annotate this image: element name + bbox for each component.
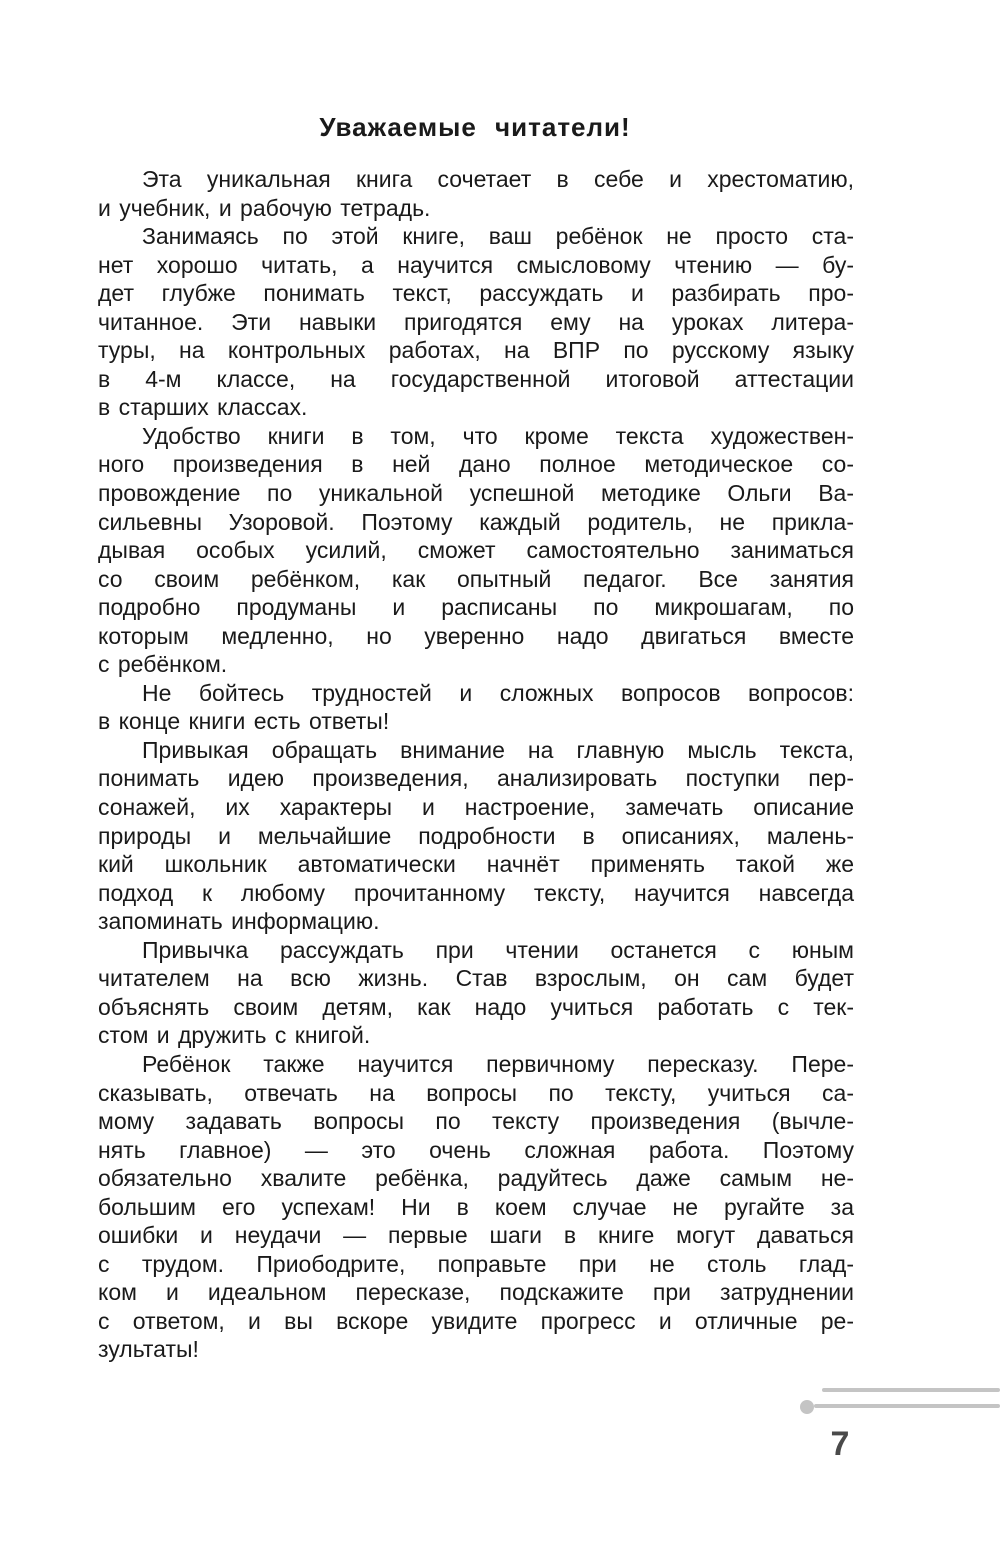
text-line: в конце книги есть ответы! (98, 708, 390, 735)
text-line: нет хорошо читать, а научится смысловому чтению — бу- (98, 251, 854, 278)
text-line: сильевны Узоровой. Поэтому каждый родитель, не прикла- (98, 508, 854, 535)
text-line: подробно продуманы и расписаны по микрошагам, по (98, 594, 854, 621)
text-line: подход к любому прочитанному тексту, научится навсегда (98, 879, 854, 906)
text-line: обязательно хвалите ребёнка, радуйтесь даже самым не- (98, 1165, 854, 1192)
text-line: с ребёнком. (98, 651, 228, 678)
text-line: туры, на контрольных работах, на ВПР по русскому языку (98, 337, 854, 364)
text-line: ного произведения в ней дано полное методическое со- (98, 451, 854, 478)
text-line: Эта уникальная книга сочетает в себе и хрестоматию, (142, 166, 854, 192)
text-line: мому задавать вопросы по тексту произведения (вычле- (98, 1108, 854, 1135)
text-line: в 4-м классе, на государственной итоговой аттестации (98, 365, 854, 392)
text-line: с трудом. Приободрите, поправьте при не столь глад- (98, 1250, 854, 1277)
text-line: запоминать информацию. (98, 908, 380, 935)
text-line: нять главное) — это очень сложная работа. Поэтому (98, 1136, 854, 1163)
body-text (98, 165, 854, 1364)
text-line: Привычка рассуждать при чтении останется с юным (142, 936, 854, 963)
text-line: провождение по уникальной успешной методике Ольги Ва- (98, 480, 854, 507)
text-line: дывая особых усилий, сможет самостоятельно заниматься (98, 537, 854, 564)
page-title: Уважаемые читатели! (319, 112, 631, 142)
page-number: 7 (830, 1425, 850, 1463)
text-line: сказывать, отвечать на вопросы по тексту, учиться са- (98, 1079, 854, 1106)
text-line: которым медленно, но уверенно надо двигаться вместе (98, 622, 854, 649)
text-line: Удобство книги в том, что кроме текста художествен- (142, 422, 854, 449)
text-line: природы и мельчайшие подробности в описаниях, малень- (98, 822, 854, 849)
text-line: стом и дружить с книгой. (98, 1022, 371, 1049)
footer-rule-line (822, 1388, 1000, 1392)
text-line: дет глубже понимать текст, рассуждать и разбирать про- (98, 280, 854, 307)
text-line: Не бойтесь трудностей и сложных вопросов вопросов: (142, 679, 854, 706)
text-line: Ребёнок также научится первичному пересказу. Пере- (142, 1050, 854, 1077)
text-line: зультаты! (98, 1336, 199, 1363)
text-line: ком и идеальном пересказе, подскажите при затруднении (98, 1279, 854, 1306)
text-line: объяснять своим детям, как надо учиться работать с тек- (98, 993, 854, 1020)
footer-dot-icon (800, 1400, 814, 1414)
text-line: ошибки и неудачи — первые шаги в книге могут даваться (98, 1222, 854, 1249)
text-line: с ответом, и вы вскоре увидите прогресс и отличные ре- (98, 1307, 854, 1334)
text-line: большим его успехам! Ни в коем случае не ругайте за (98, 1193, 854, 1220)
footer-rule-line (814, 1404, 1000, 1408)
text-line: и учебник, и рабочую тетрадь. (98, 194, 431, 221)
text-line: со своим ребёнком, как опытный педагог. Все занятия (98, 565, 854, 592)
text-line: в старших классах. (98, 394, 308, 421)
text-line: понимать идею произведения, анализировать поступки пер- (98, 765, 854, 792)
footer-decoration (800, 1384, 1000, 1414)
text-line: читателем на всю жизнь. Став взрослым, он сам будет (98, 965, 854, 992)
text-line: читанное. Эти навыки пригодятся ему на уроках литера- (98, 308, 854, 335)
text-line: Занимаясь по этой книге, ваш ребёнок не просто ста- (142, 223, 854, 250)
text-line: кий школьник автоматически начнёт применять такой же (98, 851, 854, 878)
text-line: сонажей, их характеры и настроение, замечать описание (98, 794, 854, 821)
text-line: Привыкая обращать внимание на главную мысль текста, (142, 736, 854, 763)
